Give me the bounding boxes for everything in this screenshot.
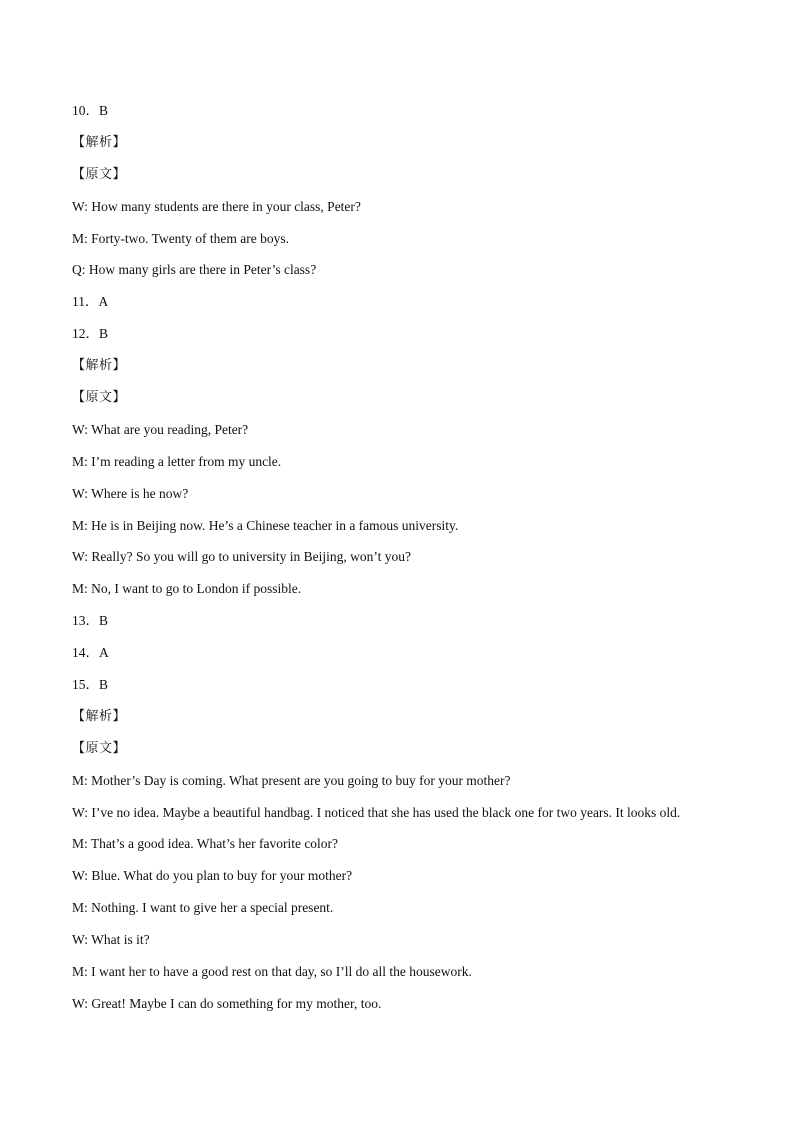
dialogue-line: M: No, I want to go to London if possible. [72,581,302,597]
answer-10: 10．B [72,103,109,118]
transcript-heading: 【原文】 [72,390,127,406]
dialogue-line: W: I’ve no idea. Maybe a beautiful handbag. I noticed that she has used the black one for two years. It looks old. [72,804,681,820]
dialogue-line: M: I want her to have a good rest on that day, so I’ll do all the housework. [72,964,472,980]
dialogue-line: W: What are you reading, Peter? [72,421,249,437]
dialogue-line: W: How many students are there in your class, Peter? [72,198,361,214]
dialogue-line: M: Forty-two. Twenty of them are boys. [72,230,290,246]
dialogue-line: M: Nothing. I want to give her a special present. [72,900,334,916]
dialogue-line: W: What is it? [72,932,150,948]
analysis-heading: 【解析】 [72,134,127,150]
analysis-heading: 【解析】 [72,708,127,724]
answer-14: 14．A [72,645,109,661]
transcript-heading: 【原文】 [72,740,127,756]
answer-11: 11．A [72,294,109,310]
answer-15: 15．B [72,677,109,693]
analysis-heading: 【解析】 [72,358,127,374]
dialogue-line: M: That’s a good idea. What’s her favorite color? [72,836,339,852]
answer-key-content [72,101,732,1026]
dialogue-line: W: Great! Maybe I can do something for my mother, too. [72,995,382,1011]
dialogue-line: W: Really? So you will go to university in Beijing, won’t you? [72,549,411,565]
answer-13: 13．B [72,613,109,629]
transcript-heading: 【原文】 [72,166,127,182]
dialogue-line: M: He is in Beijing now. He’s a Chinese teacher in a famous university. [72,517,459,533]
dialogue-line: M: Mother’s Day is coming. What present are you going to buy for your mother? [72,772,511,788]
dialogue-line: M: I’m reading a letter from my uncle. [72,453,282,469]
answer-12: 12．B [72,326,109,342]
dialogue-line: W: Blue. What do you plan to buy for your mother? [72,868,353,884]
question-line: Q: How many girls are there in Peter’s class? [72,262,317,278]
dialogue-line: W: Where is he now? [72,485,189,501]
